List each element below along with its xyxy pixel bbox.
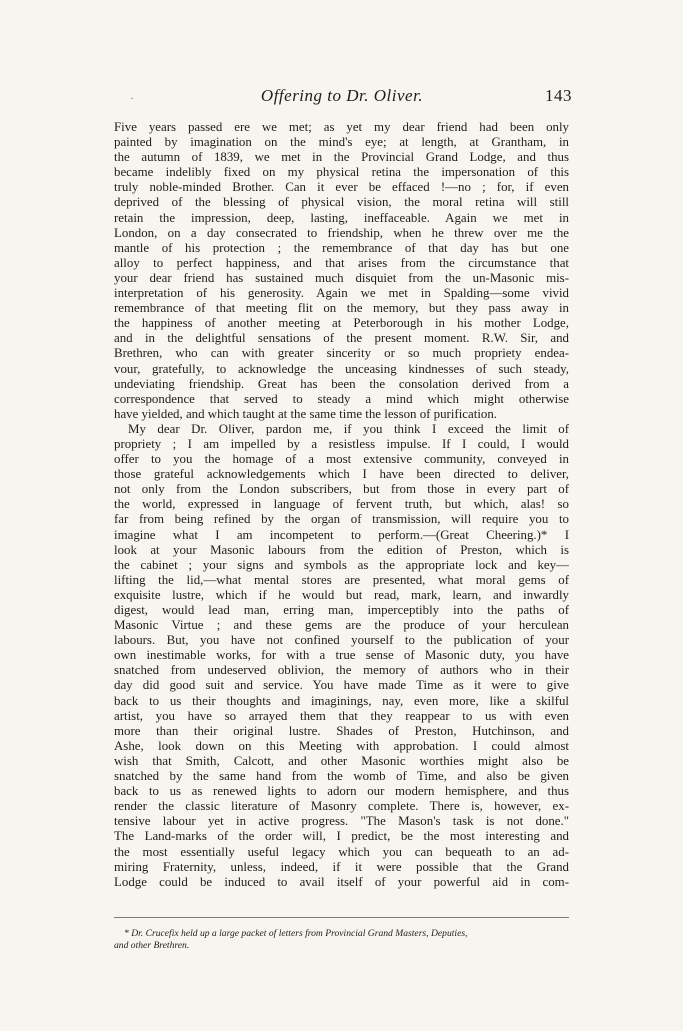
text-line: those grateful acknowledgements which I have been directed to deliver, [114,467,569,482]
text-line: the autumn of 1839, we met in the Provincial Grand Lodge, and thus [114,150,569,165]
text-line: lifting the lid,—what mental stores are presented, what moral gems of [114,572,569,587]
body-text [114,120,569,890]
text-line: your dear friend has sustained much disquiet from the un-Masonic mis- [114,270,569,285]
text-line: undeviating friendship. Great has been the consolation derived from a [114,376,569,391]
text-line: The Land-marks of the order will, I predict, be the most interesting and [114,829,569,844]
text-line: miring Fraternity, unless, indeed, if it were possible that the Grand [114,859,569,874]
text-line: own inestimable works, for with a true sense of Masonic duty, you have [114,648,569,663]
text-line: back to us as renewed lights to adorn our modern hemisphere, and thus [114,784,569,799]
text-line: not only from the London subscribers, but from those in every part of [114,482,569,497]
text-line: Five years passed ere we met; as yet my dear friend had been only [114,120,569,134]
text-line: snatched by the same hand from the womb of Time, and also be given [114,769,569,784]
text-line: the most essentially useful legacy which you can bequeath to an ad- [114,844,569,859]
text-line: artist, you have so arrayed them that they reappear to us with even [114,708,569,723]
text-line: the world, expressed in language of fervent truth, but which, alas! so [114,497,569,512]
text-line: Ashe, look down on this Meeting with approbation. I could almost [114,738,569,753]
text-line: day did good suit and service. You have made Time as it were to give [114,678,569,693]
text-line: and in the delightful sensations of the present moment. R.W. Sir, and [114,331,569,346]
text-line: vour, gratefully, to acknowledge the unceasing kindnesses of such steady, [114,361,569,376]
text-line: exquisite lustre, which if he would but read, mark, learn, and inwardly [114,587,569,602]
text-line: deprived of the blessing of physical vision, the moral retina will still [114,195,569,210]
footnote-divider [114,917,569,918]
text-line: remembrance of that meeting flit on the memory, but they pass away in [114,301,569,316]
text-line: mantle of his protection ; the remembrance of that day has but one [114,240,569,255]
text-line: painted by imagination on the mind's eye; at length, at Grantham, in [114,135,569,150]
text-line: more than their original lustre. Shades of Preston, Hutchinson, and [114,723,569,738]
text-line: back to us their thoughts and imaginings, nay, even more, like a skilful [114,693,569,708]
text-line: labours. But, you have not confined yourself to the publication of your [114,633,569,648]
footnote [114,928,569,952]
text-line: Masonic Virtue ; and these gems are the produce of your herculean [114,618,569,633]
text-line: alloy to perfect happiness, and that arises from the circumstance that [114,255,569,270]
text-line: have yielded, and which taught at the same time the lesson of purification. [114,406,498,421]
text-line: became indelibly fixed on my physical retina the impersonation of this [114,165,569,180]
text-line: London, on a day consecrated to friendship, when he threw over me the [114,225,569,240]
page-number: 143 [545,86,572,105]
text-line: interpretation of his generosity. Again we met in Spalding—some vivid [114,286,569,301]
footnote-line: * Dr. Crucefix held up a large packet of letters from Provincial Grand Masters, Deputies, [124,928,468,939]
text-line: truly noble-minded Brother. Can it ever be effaced !—no ; for, if even [114,180,569,195]
text-line: wish that Smith, Calcott, and other Masonic worthies might also be [114,753,569,768]
text-line: propriety ; I am impelled by a resistless impulse. If I could, I would [114,436,569,451]
text-line: retain the impression, deep, lasting, ineffaceable. Again we met in [114,210,569,225]
text-line: Lodge could be induced to avail itself of your powerful aid in com- [114,874,569,889]
text-line: tensive labour yet in active progress. "The Mason's task is not done." [114,814,569,829]
text-line: correspondence that served to steady a mind which might otherwise [114,391,569,406]
running-title: Offering to Dr. Oliver. [260,86,424,105]
text-line: render the classic literature of Masonry complete. There is, however, ex- [114,799,569,814]
text-line: digest, would lead man, erring man, imperceptibly into the paths of [114,603,569,617]
text-line: My dear Dr. Oliver, pardon me, if you think I exceed the limit of [128,421,569,436]
text-line: the happiness of another meeting at Peterborough in his mother Lodge, [114,316,569,331]
text-line: offer to you the homage of a most extensive community, conveyed in [114,452,569,467]
text-line: snatched from undeserved oblivion, the memory of authors who in their [114,663,569,678]
header-dot: · [130,91,134,105]
text-line: Brethren, who can with greater sincerity or so much propriety endea- [114,346,569,361]
text-line: look at your Masonic labours from the edition of Preston, which is [114,542,569,557]
running-head [112,86,572,110]
text-line: far from being refined by the organ of transmission, will require you to [114,512,569,527]
text-line: the cabinet ; your signs and symbols as the appropriate lock and key— [114,557,569,572]
text-line: imagine what I am incompetent to perform.—(Great Cheering.)* I [114,527,569,542]
footnote-line: and other Brethren. [114,940,190,951]
